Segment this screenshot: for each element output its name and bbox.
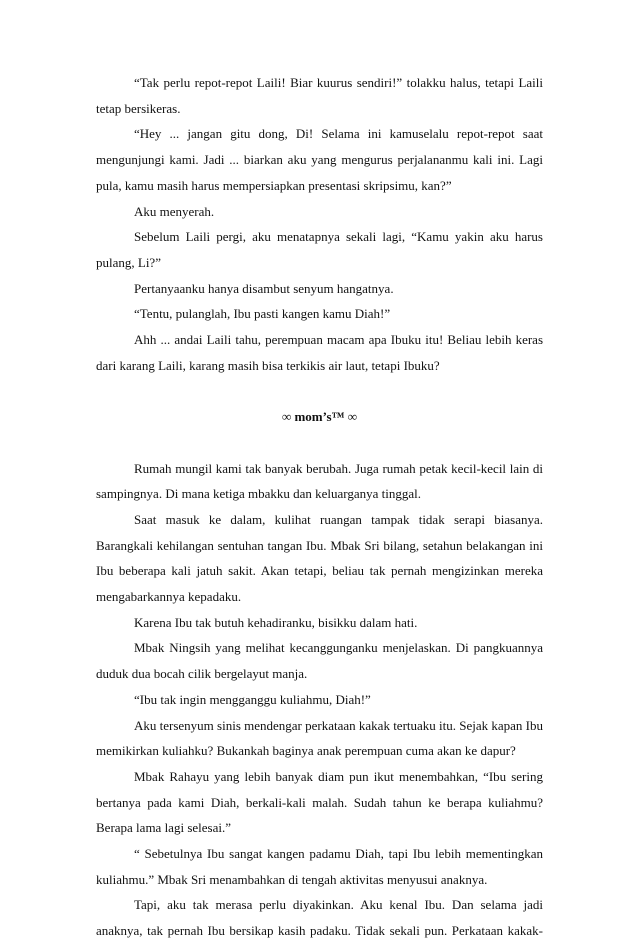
paragraph-7: Ahh ... andai Laili tahu, perempuan macam apa Ibuku itu! Beliau lebih keras dari karang Laili, karang masih bisa terkikis air laut, tetapi Ibuku? xyxy=(96,332,543,373)
section-divider: ∞ mom’s™ ∞ xyxy=(281,409,358,425)
paragraph-4: Sebelum Laili pergi, aku menatapnya sekali lagi, “Kamu yakin aku harus pulang, Li?” xyxy=(96,229,543,270)
paragraph-13: Aku tersenyum sinis mendengar perkataan kakak tertuaku itu. Sejak kapan Ibu memikirkan kuliahku? Bukankah baginya anak perempuan cuma akan ke dapur? xyxy=(96,717,544,759)
paragraph-11: Mbak Ningsih yang melihat kecanggunganku menjelaskan. Di pangkuannya duduk dua bocah cilik bergelayut manja. xyxy=(96,640,543,682)
paragraph-6: “Tentu, pulanglah, Ibu pasti kangen kamu Diah!” xyxy=(134,306,391,322)
paragraph-3: Aku menyerah. xyxy=(134,203,215,219)
document-page xyxy=(96,70,543,944)
paragraph-12: “Ibu tak ingin mengganggu kuliahmu, Diah!” xyxy=(134,691,371,707)
paragraph-2: “Hey ... jangan gitu dong, Di! Selama ini kamuselalu repot-repot saat mengunjungi kami. Jadi ... biarkan aku yang mengurus perjalananmu kali ini. Lagi pula, kamu masih harus mempersiapkan presentasi skripsimu, kan?” xyxy=(96,126,543,193)
paragraph-1: “Tak perlu repot-repot Laili! Biar kuurus sendiri!” tolakku halus, tetapi Laili tetap bersikeras. xyxy=(96,75,543,116)
paragraph-15: “ Sebetulnya Ibu sangat kangen padamu Diah, tapi Ibu lebih mementingkan kuliahmu.” Mbak Sri menambahkan di tengah aktivitas menyusui anaknya. xyxy=(96,846,543,887)
paragraph-10: Karena Ibu tak butuh kehadiranku, bisikku dalam hati. xyxy=(134,614,418,630)
paragraph-16: Tapi, aku tak merasa perlu diyakinkan. Aku kenal Ibu. Dan selama jadi anaknya, tak pernah Ibu bersikap kasih padaku. Tidak sekali pun. Perkataan kakak- xyxy=(96,897,543,939)
paragraph-5: Pertanyaanku hanya disambut senyum hangatnya. xyxy=(134,280,394,296)
paragraph-9: Saat masuk ke dalam, kulihat ruangan tampak tidak serapi biasanya. Barangkali kehilangan sentuhan tangan Ibu. Mbak Sri bilang, setahun belakangan ini Ibu beberapa kali jatuh sakit. Akan tetapi, beliau tak pernah mengizinkan mereka mengabarkannya kepadaku. xyxy=(96,511,543,605)
paragraph-14: Mbak Rahayu yang lebih banyak diam pun ikut menembahkan, “Ibu sering bertanya pada kami Diah, berkali-kali malah. Sudah tahun ke berapa kuliahmu? Berapa lama lagi selesai.” xyxy=(96,768,543,836)
paragraph-8: Rumah mungil kami tak banyak berubah. Juga rumah petak kecil-kecil lain di sampingnya. Di mana ketiga mbakku dan keluarganya tinggal. xyxy=(96,460,543,502)
